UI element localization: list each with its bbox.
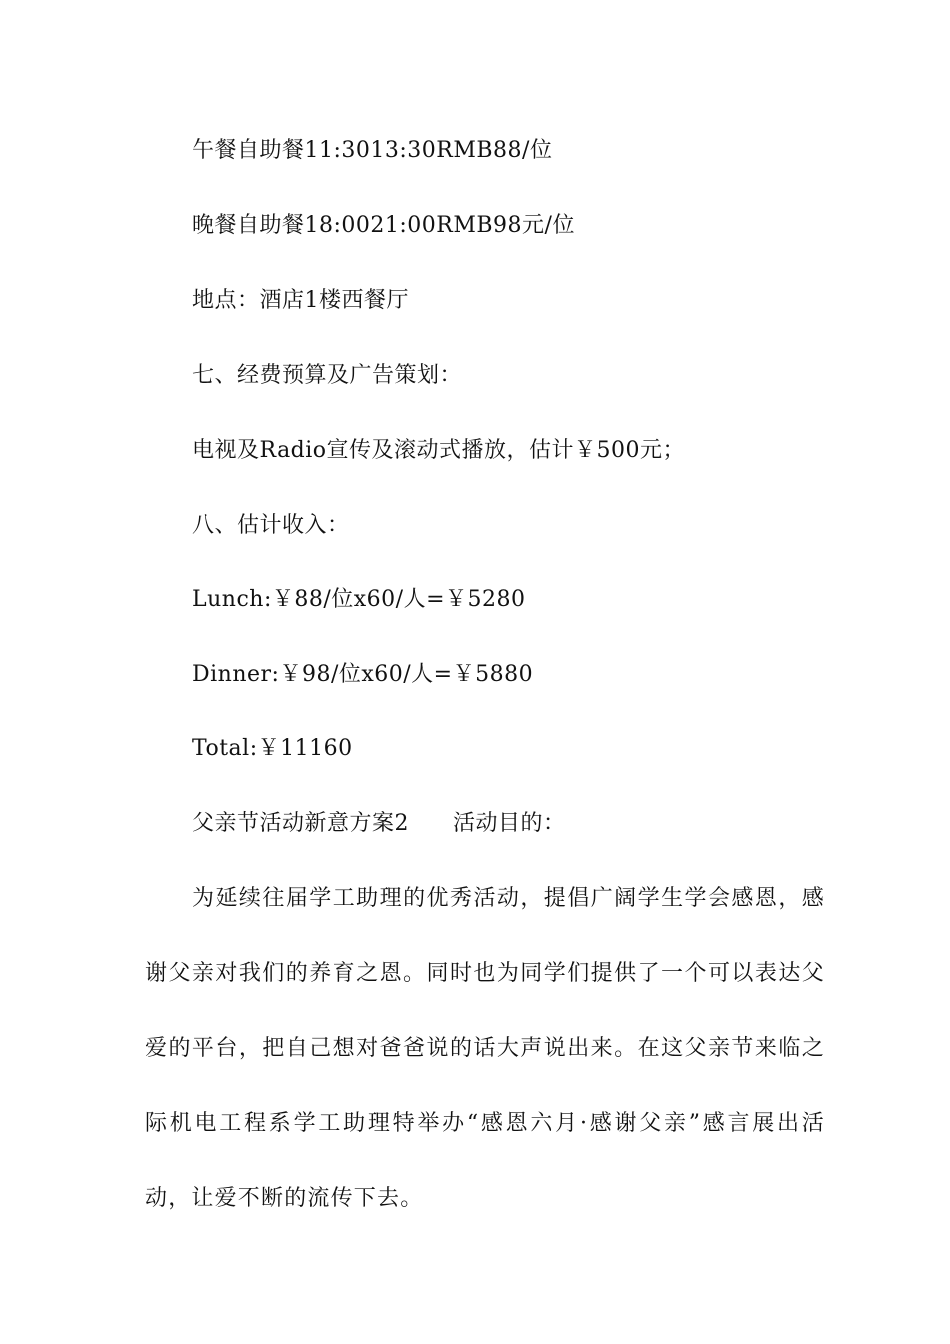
budget-heading: 七、经费预算及广告策划： bbox=[192, 363, 463, 388]
purpose-paragraph: 为延续往届学工助理的优秀活动，提倡广阔学生学会感恩，感谢父亲对我们的养育之恩。同时也为同学们提供了一个可以表达父爱的平台，把自己想对爸爸说的话大声说出来。在这父亲节来临之际机电工程系学工助理特举办“感恩六月·感谢父亲”感言展出活动，让爱不断的流传下去。 bbox=[145, 886, 825, 1211]
section-subtitle: 活动目的： bbox=[453, 811, 566, 836]
lunch-income-line: Lunch:￥88/位x60/人=￥5280 bbox=[192, 587, 526, 612]
location-line: 地点：酒店1楼西餐厅 bbox=[192, 288, 409, 313]
total-income-line: Total:￥11160 bbox=[192, 736, 353, 761]
lunch-buffet-line: 午餐自助餐11:3013:30RMB88/位 bbox=[192, 138, 553, 163]
section-title: 父亲节活动新意方案2 bbox=[192, 811, 409, 836]
section-heading bbox=[192, 809, 566, 839]
dinner-buffet-line: 晚餐自助餐18:0021:00RMB98元/位 bbox=[192, 213, 575, 238]
income-heading: 八、估计收入： bbox=[192, 513, 350, 538]
advertising-line: 电视及Radio宣传及滚动式播放，估计￥500元； bbox=[192, 438, 686, 463]
dinner-income-line: Dinner:￥98/位x60/人=￥5880 bbox=[192, 662, 534, 687]
